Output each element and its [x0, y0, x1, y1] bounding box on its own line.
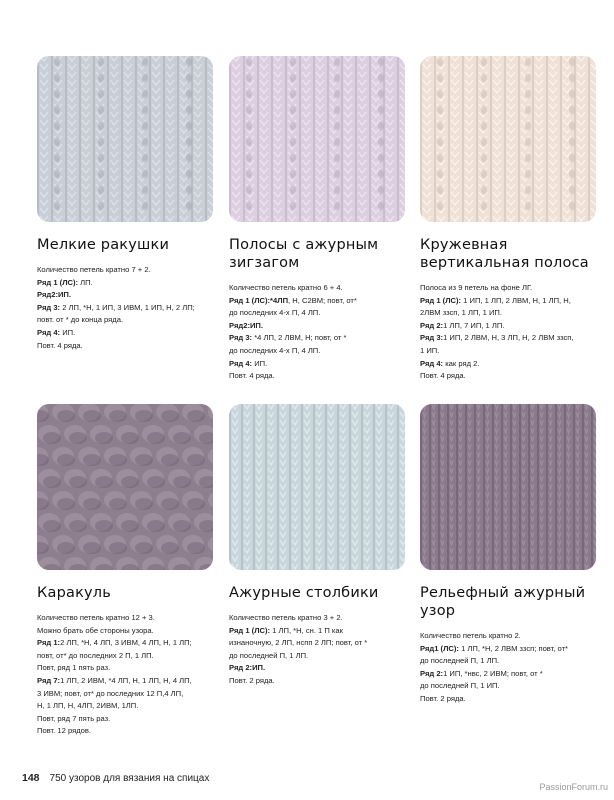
instruction-line	[37, 612, 213, 625]
watermark: PassionForum.ru	[539, 782, 608, 792]
row-text: 3 ИВМ; повт, от* до последних 12 П,4 ЛП,	[37, 688, 184, 698]
instruction-line	[229, 345, 405, 358]
row-label: Ряд 3:	[37, 302, 61, 312]
page-number: 148	[22, 772, 40, 784]
instruction-line	[420, 668, 596, 681]
row-text: как ряд 2.	[443, 358, 480, 368]
row-label: Ряд2:ИП.	[229, 320, 263, 330]
row-text: Повт. 4 ряда.	[229, 371, 275, 381]
instruction-line	[229, 612, 405, 625]
pattern-card-6	[420, 404, 596, 706]
instruction-line	[229, 358, 405, 371]
pattern-instructions	[420, 282, 596, 383]
instruction-line	[229, 662, 405, 675]
instruction-line	[229, 370, 405, 383]
row-text: 2 ЛП, *Н, 4 ЛП, 3 ИВМ, 4 ЛП, Н, 1 ЛП;	[60, 638, 192, 648]
row-text: Повт. 4 ряда.	[420, 371, 466, 381]
instruction-line	[37, 662, 213, 675]
instruction-line	[420, 282, 596, 295]
pattern-card-3	[420, 56, 596, 383]
row-label: Ряд 3:	[420, 333, 444, 343]
row-text: 1 ЛП, *Н, 2 ЛВМ ззсп; повт, от*	[458, 643, 569, 653]
row-text: Н, 1 ЛП, Н, 4ЛП, 2ИВМ, 1ЛП.	[37, 701, 139, 711]
row-text: Повт. 12 рядов.	[37, 726, 92, 736]
row-text: Повт. 4 ряда.	[37, 340, 83, 350]
row-text: изнаночную, 2 ЛП, нспп 2 ЛП; повт, от *	[229, 638, 368, 648]
row-label: Ряд 1 (ЛС):	[229, 625, 271, 635]
instruction-line	[420, 370, 596, 383]
row-text: до последних 4-х П, 4 ЛП.	[229, 345, 321, 355]
instruction-line	[229, 650, 405, 663]
book-title: 750 узоров для вязания на спицах	[49, 773, 210, 784]
instruction-line	[420, 680, 596, 693]
pattern-instructions	[229, 612, 405, 688]
row-text: ИП.	[252, 358, 268, 368]
instruction-line	[37, 289, 213, 302]
instruction-line	[37, 302, 213, 315]
instruction-line	[420, 693, 596, 706]
row-text: 1 ИП, 1 ЛП, 2 ЛВМ, Н, 1 ЛП, Н,	[461, 295, 571, 305]
knit-texture	[420, 404, 596, 570]
row-text: , Н, С2ВМ; повт, от*	[288, 295, 357, 305]
row-text: 2 ЛП, *Н, 1 ИП, 3 ИВМ, 1 ИП, Н, 2 ЛП;	[60, 302, 195, 312]
row-text: 1 ИП, 2 ЛВМ, Н, 3 ЛП, Н, 2 ЛВМ ззсп,	[443, 333, 574, 343]
pattern-card-2	[229, 56, 405, 383]
row-label: Ряд 3:	[229, 333, 253, 343]
row-text: до последней П, 1 ИП.	[420, 681, 500, 691]
pattern-instructions	[37, 264, 213, 352]
row-text: ИП.	[60, 327, 76, 337]
instruction-line	[37, 675, 213, 688]
instruction-line	[37, 327, 213, 340]
row-label: Ряд 1 (ЛС):	[37, 277, 79, 287]
row-text: повт. от * до конца ряда.	[37, 315, 124, 325]
row-text: Повт. 2 ряда.	[420, 693, 466, 703]
instruction-line	[420, 643, 596, 656]
row-label: Ряд 2:	[420, 668, 444, 678]
instruction-line	[420, 307, 596, 320]
row-text: Количество петель кратно 6 + 4.	[229, 283, 343, 292]
row-text: до последней П, 1 ЛП.	[420, 656, 500, 666]
instruction-line	[420, 295, 596, 308]
row-label: Ряд 4:	[229, 358, 253, 368]
pattern-card-5	[229, 404, 405, 688]
instruction-line	[37, 264, 213, 277]
row-text: ЛП.	[78, 277, 93, 287]
row-text: 2ЛВМ ззсп, 1 ЛП, 1 ИП.	[420, 308, 502, 318]
row-label: Ряд 7:	[37, 675, 61, 685]
row-text: до последних 4-х П, 4 ЛП.	[229, 308, 321, 318]
swatch-image	[37, 56, 213, 222]
instruction-line	[37, 625, 213, 638]
instruction-line	[37, 713, 213, 726]
swatch-image	[229, 56, 405, 222]
pattern-instructions	[37, 612, 213, 738]
row-text: Количество петель кратно 12 + 3.	[37, 613, 155, 622]
knit-texture	[37, 56, 213, 222]
row-text: 1 ИП, *нвс, 2 ИВМ; повт, от *	[443, 668, 543, 678]
pattern-instructions	[229, 282, 405, 383]
row-text: до последней П, 1 ЛП.	[229, 650, 309, 660]
instruction-line	[37, 725, 213, 738]
instruction-line	[229, 625, 405, 638]
row-text: Можно брать обе стороны узора.	[37, 625, 154, 635]
row-text: Количество петель кратно 3 + 2.	[229, 613, 343, 622]
pattern-title: Рельефный ажурный узор	[420, 585, 586, 619]
instruction-line	[37, 277, 213, 290]
row-label: Ряд 1 (ЛС):	[420, 295, 462, 305]
row-text: Повт, ряд 7 пять раз.	[37, 713, 111, 723]
instruction-line	[420, 630, 596, 643]
pattern-instructions	[420, 630, 596, 706]
instruction-line	[420, 345, 596, 358]
row-label: Ряд 2:ИП.	[229, 663, 266, 673]
instruction-line	[229, 637, 405, 650]
instruction-line	[420, 320, 596, 333]
row-label: Ряд 2:	[420, 320, 444, 330]
row-label: Ряд 1:	[37, 638, 61, 648]
row-text: 1 ЛП, *Н, сн. 1 П как	[270, 625, 343, 635]
row-label: Ряд 1 (ЛС):*4ЛП	[229, 295, 289, 305]
instruction-line	[229, 675, 405, 688]
row-label: Ряд 4:	[420, 358, 444, 368]
pattern-title: Мелкие ракушки	[37, 237, 170, 253]
instruction-line	[420, 358, 596, 371]
row-text: 1 ИП.	[420, 345, 440, 355]
swatch-image	[420, 404, 596, 570]
row-text: Полоса из 9 петель на фоне ЛГ.	[420, 283, 533, 292]
instruction-line	[229, 307, 405, 320]
row-text: *4 ЛП, 2 ЛВМ, Н; повт, от *	[252, 333, 347, 343]
instruction-line	[37, 700, 213, 713]
swatch-image	[229, 404, 405, 570]
knit-texture	[229, 56, 405, 222]
pattern-title: Ажурные столбики	[229, 585, 379, 601]
pattern-card-4	[37, 404, 213, 738]
instruction-line	[37, 637, 213, 650]
page-footer	[22, 772, 209, 784]
swatch-image	[420, 56, 596, 222]
row-text: 1 ЛП, 2 ИВМ, *4 ЛП, Н, 1 ЛП, Н, 4 ЛП,	[60, 675, 192, 685]
row-text: Повт, ряд 1 пять раз.	[37, 663, 111, 673]
pattern-title: Полосы с ажурным зигзагом	[229, 237, 379, 271]
instruction-line	[229, 332, 405, 345]
pattern-title: Каракуль	[37, 585, 112, 601]
instruction-line	[37, 650, 213, 663]
instruction-line	[420, 655, 596, 668]
swatch-image	[37, 404, 213, 570]
instruction-line	[229, 320, 405, 333]
knit-texture	[37, 404, 213, 570]
row-text: повт, от* до последних 2 П, 1 ЛП.	[37, 650, 154, 660]
row-text: Количество петель кратно 2.	[420, 631, 521, 640]
row-label: Ряд1 (ЛС):	[420, 643, 459, 653]
row-text: Повт. 2 ряда.	[229, 675, 275, 685]
row-label: Ряд2:ИП.	[37, 290, 71, 300]
instruction-line	[420, 332, 596, 345]
row-text: Количество петель кратно 7 + 2.	[37, 265, 151, 274]
instruction-line	[37, 340, 213, 353]
instruction-line	[229, 295, 405, 308]
pattern-card-1	[37, 56, 213, 352]
instruction-line	[37, 314, 213, 327]
row-text: 1 ЛП, 7 ИП, 1 ЛП.	[443, 320, 505, 330]
knit-texture	[229, 404, 405, 570]
pattern-title: Кружевная вертикальная полоса	[420, 237, 589, 271]
knit-texture	[420, 56, 596, 222]
instruction-line	[229, 282, 405, 295]
row-label: Ряд 4:	[37, 327, 61, 337]
instruction-line	[37, 688, 213, 701]
